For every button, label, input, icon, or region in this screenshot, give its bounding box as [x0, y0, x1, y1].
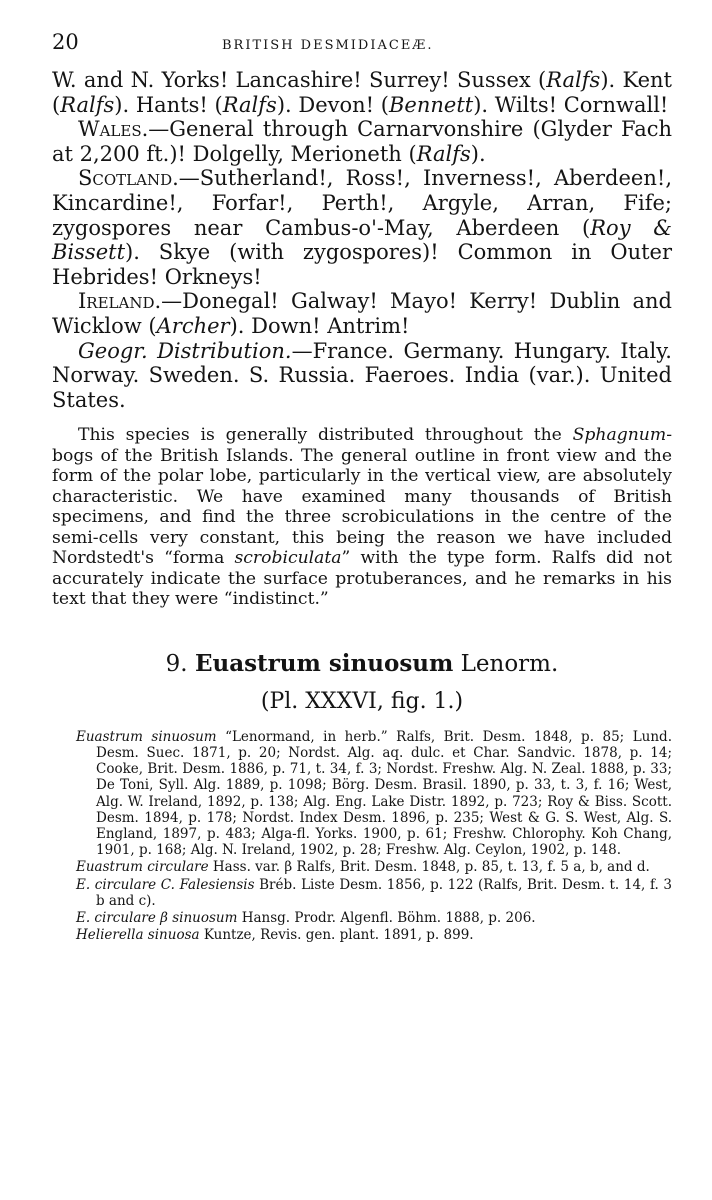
distribution-section	[52, 68, 672, 412]
ireland-distribution: Ireland.—Donegal! Galway! Mayo! Kerry! Dublin and Wicklow (Archer). Down! Antrim!	[52, 289, 672, 338]
region-label: Geogr. Distribution.	[78, 338, 292, 363]
species-authority: Lenorm.	[460, 650, 559, 677]
discussion-paragraph: This species is generally distributed throughout the Sphagnum-bogs of the British Islands. The general outline in front view and the form of the polar lobe, particularly in the vertical view, are absolutely characteristic. We have examined many thousands of British specimens, and find the three scrobiculations in the centre of the semi-cells very constant, this being the reason we have included Nordstedt's “forma scrobiculata” with the type form. Ralfs did not accurately indicate the surface protuberances, and he remarks in his text that they were “indistinct.”	[52, 425, 672, 610]
england-distribution: W. and N. Yorks! Lancashire! Surrey! Sussex (Ralfs). Kent (Ralfs). Hants! (Ralfs). Devon! (Bennett). Wilts! Cornwall!	[52, 68, 672, 117]
running-title: BRITISH DESMIDIACEÆ.	[222, 38, 434, 53]
synonym-entry: Euastrum sinuosum “Lenormand, in herb.” Ralfs, Brit. Desm. 1848, p. 85; Lund. Desm. Suec. 1871, p. 20; Nordst. Alg. aq. dulc. et Char. Sandvic. 1878, p. 14; Cooke, Brit. Desm. 1886, p. 71, t. 34, f. 3; Nordst. Freshw. Alg. N. Zeal. 1888, p. 33; De Toni, Syll. Alg. 1889, p. 1098; Börg. Desm. Brasil. 1890, p. 33, t. 3, f. 16; West, Alg. W. Ireland, 1892, p. 138; Alg. Eng. Lake Distr. 1892, p. 723; Roy & Biss. Scott. Desm. 1894, p. 178; Nordst. Index Desm. 1896, p. 235; West & G. S. West, Alg. S. England, 1897, p. 483; Alga-fl. Yorks. 1900, p. 61; Freshw. Chlorophy. Koh Chang, 1901, p. 168; Alg. N. Ireland, 1902, p. 28; Freshw. Alg. Ceylon, 1902, p. 148.	[76, 728, 672, 859]
synonym-entry: E. circulare C. Falesiensis Bréb. Liste Desm. 1856, p. 122 (Ralfs, Brit. Desm. t. 14, f. 3 b and c).	[76, 876, 672, 909]
region-label: Wales.	[78, 117, 149, 142]
synonymy-list	[76, 729, 672, 944]
species-heading: 9. Euastrum sinuosum Lenorm.	[165, 649, 559, 677]
species-name: Euastrum sinuosum	[194, 649, 454, 677]
synonym-entry: E. circulare β sinuosum Hansg. Prodr. Algenfl. Böhm. 1888, p. 206.	[76, 910, 536, 927]
synonym-entry: Helierella sinuosa Kuntze, Revis. gen. plant. 1891, p. 899.	[76, 927, 474, 944]
wales-distribution: Wales.—General through Carnarvonshire (Glyder Fach at 2,200 ft.)! Dolgelly, Merioneth (Ralfs).	[52, 117, 672, 166]
scotland-distribution: Scotland.—Sutherland!, Ross!, Inverness!, Aberdeen!, Kincardine!, Forfar!, Perth!, Argyle, Arran, Fife; zygospores near Cambus-o'-May, Aberdeen (Roy & Bissett). Skye (with zygospores)! Common in Outer Hebrides! Orkneys!	[52, 166, 672, 289]
region-label: Ireland.	[78, 289, 162, 314]
page-number: 20	[52, 30, 79, 54]
synonym-entry: Euastrum circulare Hass. var. β Ralfs, Brit. Desm. 1848, p. 85, t. 13, f. 5 a, b, and d.	[76, 859, 650, 876]
page-header	[52, 30, 672, 64]
page	[52, 30, 672, 944]
plate-reference: (Pl. XXXVI, fig. 1.)	[260, 688, 464, 714]
region-label: Scotland.	[78, 166, 179, 191]
geographic-distribution: Geogr. Distribution.—France. Germany. Hungary. Italy. Norway. Sweden. S. Russia. Faeroes. India (var.). United States.	[52, 338, 672, 412]
